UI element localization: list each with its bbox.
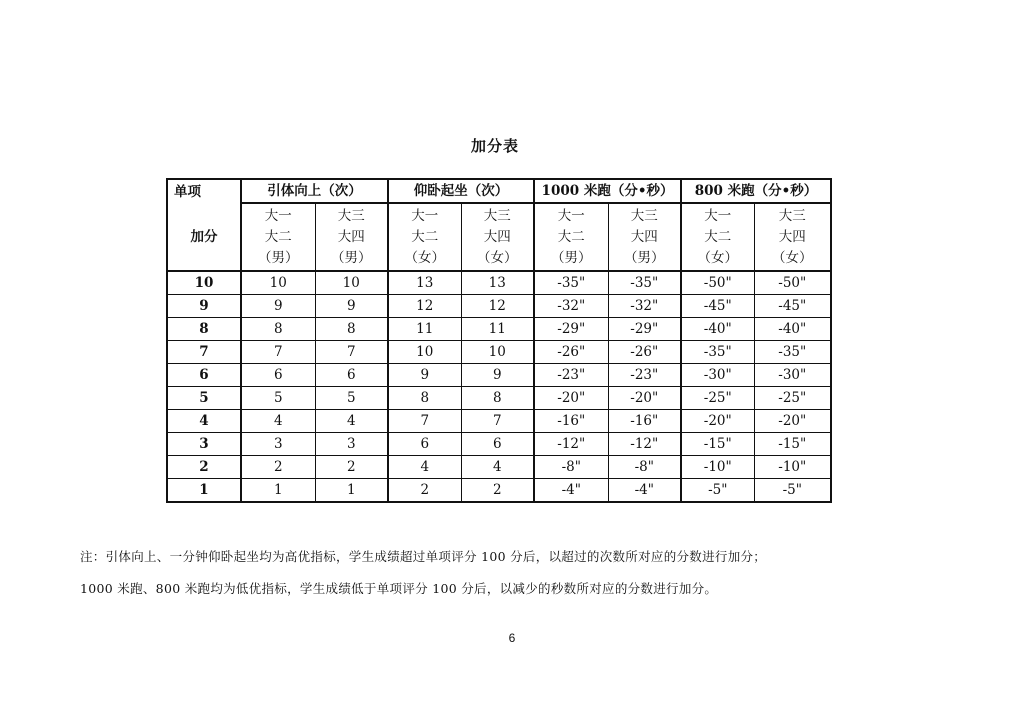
- subheader-line: （男）: [551, 249, 592, 266]
- subheader-line: 大四: [778, 228, 806, 245]
- subheader-line: 大一: [411, 207, 439, 224]
- subheader-line: 大一: [557, 207, 585, 224]
- row-label: 4: [167, 410, 241, 433]
- subheader-line: 大四: [483, 228, 511, 245]
- table-cell: -35": [534, 271, 608, 295]
- subheader-line: 大三: [778, 207, 806, 224]
- table-cell: -15": [681, 433, 754, 456]
- subheader-cell: [315, 203, 388, 271]
- table-row: [167, 456, 831, 479]
- subheader-cell: [461, 203, 534, 271]
- subheader-line: 大三: [483, 207, 511, 224]
- subheader-line: 大二: [264, 228, 292, 245]
- group-header-1000m: 1000 米跑（分•秒）: [534, 179, 681, 203]
- table-cell: -12": [608, 433, 681, 456]
- table-cell: -45": [681, 295, 754, 318]
- bonus-table: [166, 178, 832, 503]
- subheader-line: （女）: [697, 249, 738, 266]
- table-row: [167, 410, 831, 433]
- subheader-line: 大二: [704, 228, 732, 245]
- table-cell: -5": [681, 479, 754, 503]
- table-cell: -10": [681, 456, 754, 479]
- subheader-line: 大一: [704, 207, 732, 224]
- table-cell: -23": [534, 364, 608, 387]
- corner-header-item: 单项: [167, 179, 241, 203]
- table-cell: -20": [534, 387, 608, 410]
- row-label: 7: [167, 341, 241, 364]
- group-header-800m: 800 米跑（分•秒）: [681, 179, 831, 203]
- subheader-cell: [608, 203, 681, 271]
- table-cell: -35": [754, 341, 831, 364]
- row-label: 9: [167, 295, 241, 318]
- table-cell: 11: [461, 318, 534, 341]
- row-label: 10: [167, 271, 241, 295]
- table-cell: -30": [754, 364, 831, 387]
- table-row: [167, 271, 831, 295]
- subheader-line: 大四: [630, 228, 658, 245]
- table-cell: -25": [681, 387, 754, 410]
- table-cell: -10": [754, 456, 831, 479]
- table-row: [167, 364, 831, 387]
- table-cell: -8": [608, 456, 681, 479]
- row-label: 6: [167, 364, 241, 387]
- table-cell: 4: [388, 456, 461, 479]
- table-cell: -16": [534, 410, 608, 433]
- table-cell: 13: [388, 271, 461, 295]
- table-cell: 10: [315, 271, 388, 295]
- subheader-line: 大二: [411, 228, 439, 245]
- table-row: [167, 341, 831, 364]
- corner-header-bonus: 加分: [167, 203, 241, 271]
- table-cell: -40": [681, 318, 754, 341]
- table-cell: -26": [608, 341, 681, 364]
- subheader-line: （女）: [772, 249, 813, 266]
- table-cell: 7: [241, 341, 315, 364]
- table-cell: -32": [534, 295, 608, 318]
- table-cell: -4": [534, 479, 608, 503]
- table-cell: 9: [388, 364, 461, 387]
- subheader-line: （男）: [331, 249, 372, 266]
- table-cell: 9: [315, 295, 388, 318]
- table-cell: -20": [754, 410, 831, 433]
- table-cell: -30": [681, 364, 754, 387]
- table-cell: -50": [754, 271, 831, 295]
- table-cell: -45": [754, 295, 831, 318]
- table-cell: 7: [388, 410, 461, 433]
- table-cell: -16": [608, 410, 681, 433]
- note-line-1: 注：引体向上、一分钟仰卧起坐均为高优指标，学生成绩超过单项评分 100 分后，以超过的次数所对应的分数进行加分；: [80, 549, 767, 564]
- table-cell: -15": [754, 433, 831, 456]
- subheader-line: 大四: [337, 228, 365, 245]
- table-cell: -5": [754, 479, 831, 503]
- table-cell: -35": [608, 271, 681, 295]
- table-cell: 6: [241, 364, 315, 387]
- table-cell: -4": [608, 479, 681, 503]
- row-label: 8: [167, 318, 241, 341]
- row-label: 1: [167, 479, 241, 503]
- table-cell: 1: [315, 479, 388, 503]
- table-cell: 8: [241, 318, 315, 341]
- table-cell: 6: [388, 433, 461, 456]
- table-cell: 8: [315, 318, 388, 341]
- table-cell: 12: [388, 295, 461, 318]
- subheader-line: （男）: [624, 249, 665, 266]
- subheader-line: 大三: [337, 207, 365, 224]
- table-cell: 6: [315, 364, 388, 387]
- table-cell: 2: [241, 456, 315, 479]
- table-cell: 13: [461, 271, 534, 295]
- table-cell: 10: [241, 271, 315, 295]
- table-row: [167, 387, 831, 410]
- table-row: [167, 479, 831, 503]
- table-cell: 4: [315, 410, 388, 433]
- table-cell: 10: [461, 341, 534, 364]
- row-label: 2: [167, 456, 241, 479]
- table-cell: -8": [534, 456, 608, 479]
- table-cell: 4: [241, 410, 315, 433]
- table-cell: -50": [681, 271, 754, 295]
- table-cell: 9: [241, 295, 315, 318]
- table-cell: 11: [388, 318, 461, 341]
- table-cell: 2: [315, 456, 388, 479]
- page-number: 6: [508, 631, 516, 645]
- table-cell: -23": [608, 364, 681, 387]
- table-cell: 12: [461, 295, 534, 318]
- subheader-line: （男）: [258, 249, 299, 266]
- table-cell: 9: [461, 364, 534, 387]
- subheader-line: 大一: [264, 207, 292, 224]
- table-cell: -20": [681, 410, 754, 433]
- table-cell: 3: [315, 433, 388, 456]
- row-label: 5: [167, 387, 241, 410]
- table-cell: 3: [241, 433, 315, 456]
- table-title: 加分表: [470, 137, 519, 155]
- table-cell: -29": [608, 318, 681, 341]
- table-cell: -26": [534, 341, 608, 364]
- subheader-cell: [241, 203, 315, 271]
- table-cell: -20": [608, 387, 681, 410]
- table-row: [167, 295, 831, 318]
- subheader-line: 大三: [630, 207, 658, 224]
- subheader-line: （女）: [404, 249, 445, 266]
- table-cell: -35": [681, 341, 754, 364]
- table-cell: 8: [388, 387, 461, 410]
- table-cell: -29": [534, 318, 608, 341]
- table-cell: -25": [754, 387, 831, 410]
- table-cell: 1: [241, 479, 315, 503]
- table-cell: 7: [315, 341, 388, 364]
- group-header-pullup: 引体向上（次）: [241, 179, 388, 203]
- table-row: [167, 318, 831, 341]
- table-cell: 4: [461, 456, 534, 479]
- table-cell: -32": [608, 295, 681, 318]
- subheader-line: （女）: [477, 249, 518, 266]
- group-header-situp: 仰卧起坐（次）: [388, 179, 534, 203]
- subheader-cell: [388, 203, 461, 271]
- subheader-cell: [681, 203, 754, 271]
- table-cell: -12": [534, 433, 608, 456]
- note-line-2: 1000 米跑、800 米跑均为低优指标，学生成绩低于单项评分 100 分后，以减少的秒数所对应的分数进行加分。: [80, 581, 718, 596]
- table-cell: 2: [388, 479, 461, 503]
- table-cell: 5: [315, 387, 388, 410]
- subheader-cell: [534, 203, 608, 271]
- table-cell: -40": [754, 318, 831, 341]
- table-cell: 8: [461, 387, 534, 410]
- table-cell: 5: [241, 387, 315, 410]
- subheader-line: 大二: [557, 228, 585, 245]
- table-row: [167, 433, 831, 456]
- table-cell: 6: [461, 433, 534, 456]
- table-cell: 2: [461, 479, 534, 503]
- row-label: 3: [167, 433, 241, 456]
- table-cell: 10: [388, 341, 461, 364]
- table-cell: 7: [461, 410, 534, 433]
- subheader-cell: [754, 203, 831, 271]
